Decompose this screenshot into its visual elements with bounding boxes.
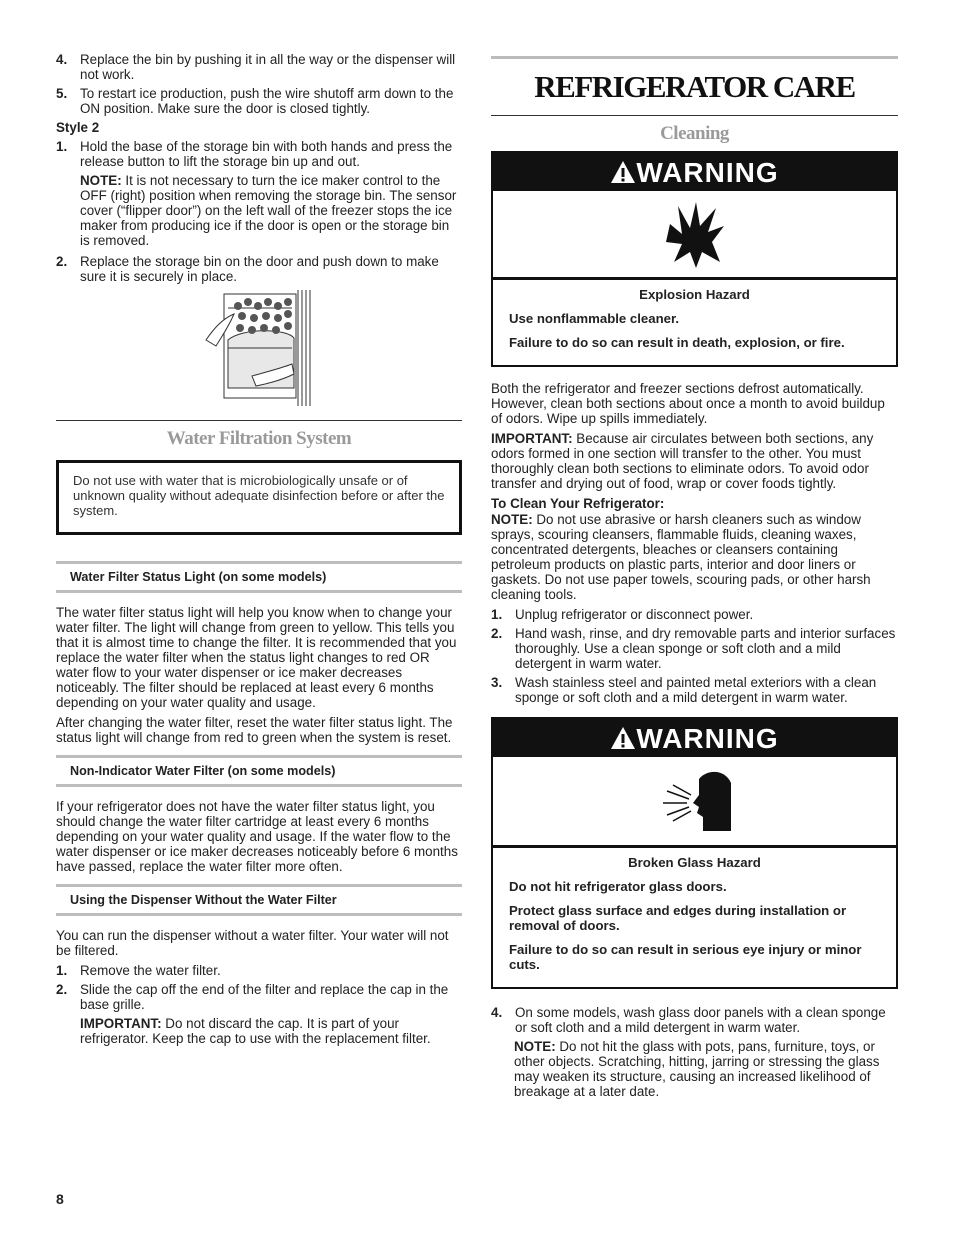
glass-icon-area xyxy=(493,757,896,847)
ice-bin-drawing-icon xyxy=(56,288,462,412)
no-filter-step-1: 1. Remove the water filter. xyxy=(56,963,221,978)
left-column xyxy=(56,52,462,1052)
page-title: REFRIGERATOR CARE xyxy=(491,56,898,116)
non-indicator-paragraph: If your refrigerator does not have the water filter status light, you should change the water filter cartridge at least every 6 months depending on your water quality and usage. If the water flow to the water dispenser or ice maker decreases noticeably before 6 months have passed, replace the water filter more often. xyxy=(56,799,458,874)
warning-header: WARNING xyxy=(493,719,896,757)
clean-step-3: 3. Wash stainless steel and painted metal exteriors with a clean sponge or soft cloth and a mild detergent in warm water. xyxy=(491,675,877,705)
no-filter-paragraph: You can run the dispenser without a water filter. Your water will not be filtered. xyxy=(56,928,449,958)
style2-step-2: 2. Replace the storage bin on the door and push down to make sure it is securely in place. xyxy=(56,254,439,284)
warning-line: Failure to do so can result in serious eye injury or minor cuts. xyxy=(509,942,862,972)
storage-bin-illustration xyxy=(56,288,462,412)
explosion-warning-box xyxy=(491,151,898,367)
step-4: 4. Replace the bin by pushing it in all the way or the dispenser will not work. xyxy=(56,52,456,82)
warning-body xyxy=(493,847,896,987)
step-5: 5. To restart ice production, push the wire shutoff arm down to the ON position. Make sure the door is closed tightly. xyxy=(56,86,454,116)
section-divider xyxy=(56,420,462,421)
warning-line: Failure to do so can result in death, explosion, or fire. xyxy=(509,335,845,350)
style2-note: NOTE: It is not necessary to turn the ice maker control to the OFF (right) position when removing the storage bin. The sensor cover (“flipper door”) on the left wall of the freezer stops the ice maker from producing ice if the door is open or the storage bin is removed. xyxy=(80,173,457,248)
glass-warning-box xyxy=(491,717,898,989)
warning-body xyxy=(493,279,896,365)
page-number: 8 xyxy=(56,1191,64,1207)
warning-header: WARNING xyxy=(493,153,896,191)
style2-heading: Style 2 xyxy=(56,120,100,135)
status-paragraph-1: The water filter status light will help you know when to change your water filter. The light will change from green to yellow. This tells you that it is almost time to change the filter. It is recommended that you replace the water filter when the status light changes to red OR water flow to your water dispenser or ice maker decreases noticeably. The filter should be replaced at least every 6 months depending on your water quality and usage. xyxy=(56,605,457,710)
warning-triangle-icon xyxy=(610,160,636,184)
clean-step-1: 1. Unplug refrigerator or disconnect power. xyxy=(491,607,754,622)
non-indicator-heading: Non-Indicator Water Filter (on some models) xyxy=(56,755,462,787)
status-light-heading: Water Filter Status Light (on some models) xyxy=(56,561,462,593)
status-paragraph-2: After changing the water filter, reset the water filter status light. The status light will change from red to green when the system is reset. xyxy=(56,715,453,745)
cleaning-title: Cleaning xyxy=(660,123,729,144)
glass-note: NOTE: Do not hit the glass with pots, pans, furniture, toys, or other objects. Scratching, hitting, jarring or stressing the glass may weaken its structure, causing an increased likelihood of breakage at a later date. xyxy=(514,1039,880,1099)
no-filter-important: IMPORTANT: Do not discard the cap. It is part of your refrigerator. Keep the cap to use with the replacement filter. xyxy=(80,1016,431,1046)
warning-triangle-icon xyxy=(610,726,636,750)
hazard-title: Explosion Hazard xyxy=(639,287,750,302)
explosion-icon xyxy=(666,202,726,268)
water-notice-box: Do not use with water that is microbiologically unsafe or of unknown quality without adequate disinfection before or after the system. xyxy=(56,460,462,535)
warning-line: Do not hit refrigerator glass doors. xyxy=(509,879,727,894)
clean-step-4: 4. On some models, wash glass door panels with a clean sponge or soft cloth and a mild detergent in warm water. xyxy=(491,1005,886,1035)
style2-step-1: 1. Hold the base of the storage bin with both hands and press the release button to lift the storage bin up and out. xyxy=(56,139,453,169)
broken-glass-eye-icon xyxy=(659,769,735,835)
cleaner-note: NOTE: Do not use abrasive or harsh cleaners such as window sprays, scouring cleansers, flammable fluids, cleaning waxes, concentrated detergents, bleaches or cleansers containing petroleum products on plastic parts, interior and door liners or gaskets. Do not use paper towels, scouring pads, or other harsh cleaning tools. xyxy=(491,512,871,602)
clean-heading: To Clean Your Refrigerator: xyxy=(491,496,665,511)
warning-line: Use nonflammable cleaner. xyxy=(509,311,680,326)
important-paragraph: IMPORTANT: Because air circulates between both sections, any odors formed in one section will transfer to the other. You must thoroughly clean both sections to eliminate odors. To avoid odor transfer and drying out of food, wrap or cover foods tightly. xyxy=(491,431,874,491)
no-filter-step-2: 2. Slide the cap off the end of the filter and replace the cap in the base grille. xyxy=(56,982,449,1012)
right-column xyxy=(491,56,898,1104)
water-filtration-title: Water Filtration System xyxy=(166,428,352,449)
explosion-icon-area xyxy=(493,191,896,279)
no-filter-heading: Using the Dispenser Without the Water Filter xyxy=(56,884,462,916)
warning-line: Protect glass surface and edges during installation or removal of doors. xyxy=(509,903,847,933)
defrost-paragraph: Both the refrigerator and freezer sections defrost automatically. However, clean both sections about once a month to avoid buildup of odors. Wipe up spills immediately. xyxy=(491,381,885,426)
hazard-title: Broken Glass Hazard xyxy=(628,855,761,870)
clean-step-2: 2. Hand wash, rinse, and dry removable parts and interior surfaces thoroughly. Use a clean sponge or soft cloth and a mild detergent in warm water. xyxy=(491,626,896,671)
